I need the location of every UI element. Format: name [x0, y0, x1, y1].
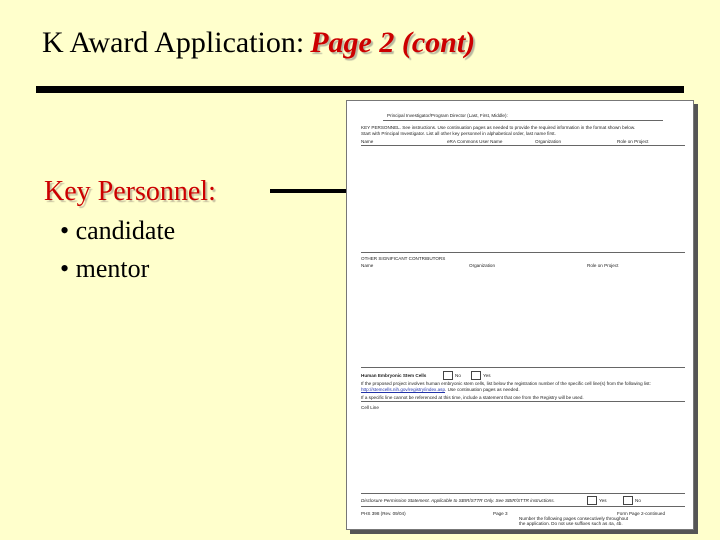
page-label	[493, 511, 508, 516]
hesc-text-2	[361, 387, 520, 392]
disclosure-yes-checkbox	[587, 496, 597, 505]
key-personnel-heading: Key Personnel:	[44, 176, 216, 207]
bullet-item: • mentor	[60, 254, 150, 283]
hesc-yes-checkbox	[471, 371, 481, 380]
cell-line-label: Cell Line	[361, 405, 379, 410]
page-word: Page	[493, 511, 504, 516]
page-number: 3	[505, 511, 508, 516]
phs-form-number: PHS 398 (Rev. 09/04)	[361, 511, 406, 516]
other-contributors-label: OTHER SIGNIFICANT CONTRIBUTORS	[361, 256, 446, 261]
hesc-text: If the proposed project involves human embryonic stem cells, list below the registration number of the specific cell line(s) from the following list:	[361, 381, 651, 386]
col-organization: Organization	[535, 139, 562, 144]
hesc-link: http://stemcells.nih.gov/registry/index.asp	[361, 387, 446, 392]
oc-name: Name	[361, 263, 374, 268]
footer-note: Number the following pages consecutively throughout	[519, 516, 629, 521]
form-page-label: Form Page 2-continued	[617, 511, 666, 516]
col-name: Name	[361, 139, 374, 144]
divider	[361, 506, 685, 507]
key-personnel-text: KEY PERSONNEL. See instructions. Use continuation pages as needed to provide the required information in the format shown below.	[361, 125, 636, 130]
key-personnel-text: Start with Principal Investigator. List all other key personnel in alphabetical order, last name first.	[361, 131, 556, 136]
hesc-label: Human Embryonic Stem Cells	[361, 373, 427, 378]
hesc-yes-label: Yes	[483, 373, 491, 378]
slide-title	[42, 26, 475, 60]
col-ecommons: eRA Commons User Name	[447, 139, 503, 144]
oc-role: Role on Project	[587, 263, 619, 268]
hesc-no-label: No	[455, 373, 461, 378]
slide-title-prefix: K Award Application:	[42, 26, 305, 59]
disclosure-no-label: No	[635, 498, 641, 503]
form-page-image	[346, 100, 694, 530]
divider	[361, 401, 685, 402]
slide-title-highlight: Page 2 (cont)	[310, 26, 476, 59]
col-role: Role on Project	[617, 139, 649, 144]
divider	[361, 367, 685, 368]
hesc-text-2-suffix: . Use continuation pages as needed.	[445, 387, 520, 392]
footer-note: the application. Do not use suffixes such as 4a, 4b.	[519, 521, 623, 526]
pi-name-label: Principal Investigator/Program Director (Last, First, Middle):	[387, 113, 508, 118]
hesc-no-checkbox	[443, 371, 453, 380]
disclosure-yes-label: Yes	[599, 498, 607, 503]
divider	[383, 120, 663, 121]
hesc-text-3: If a specific line cannot be referenced at this time, include a statement that one from the Registry will be used.	[361, 395, 584, 400]
divider	[361, 252, 685, 253]
disclosure-no-checkbox	[623, 496, 633, 505]
title-divider	[36, 86, 684, 93]
disclosure-label: Disclosure Permission Statement. Applicable to SBIR/STTR Only. See SBIR/STTR instructions.	[361, 498, 555, 503]
oc-organization: Organization	[469, 263, 496, 268]
divider	[361, 145, 685, 146]
divider	[361, 493, 685, 494]
bullet-item: • candidate	[60, 216, 176, 245]
